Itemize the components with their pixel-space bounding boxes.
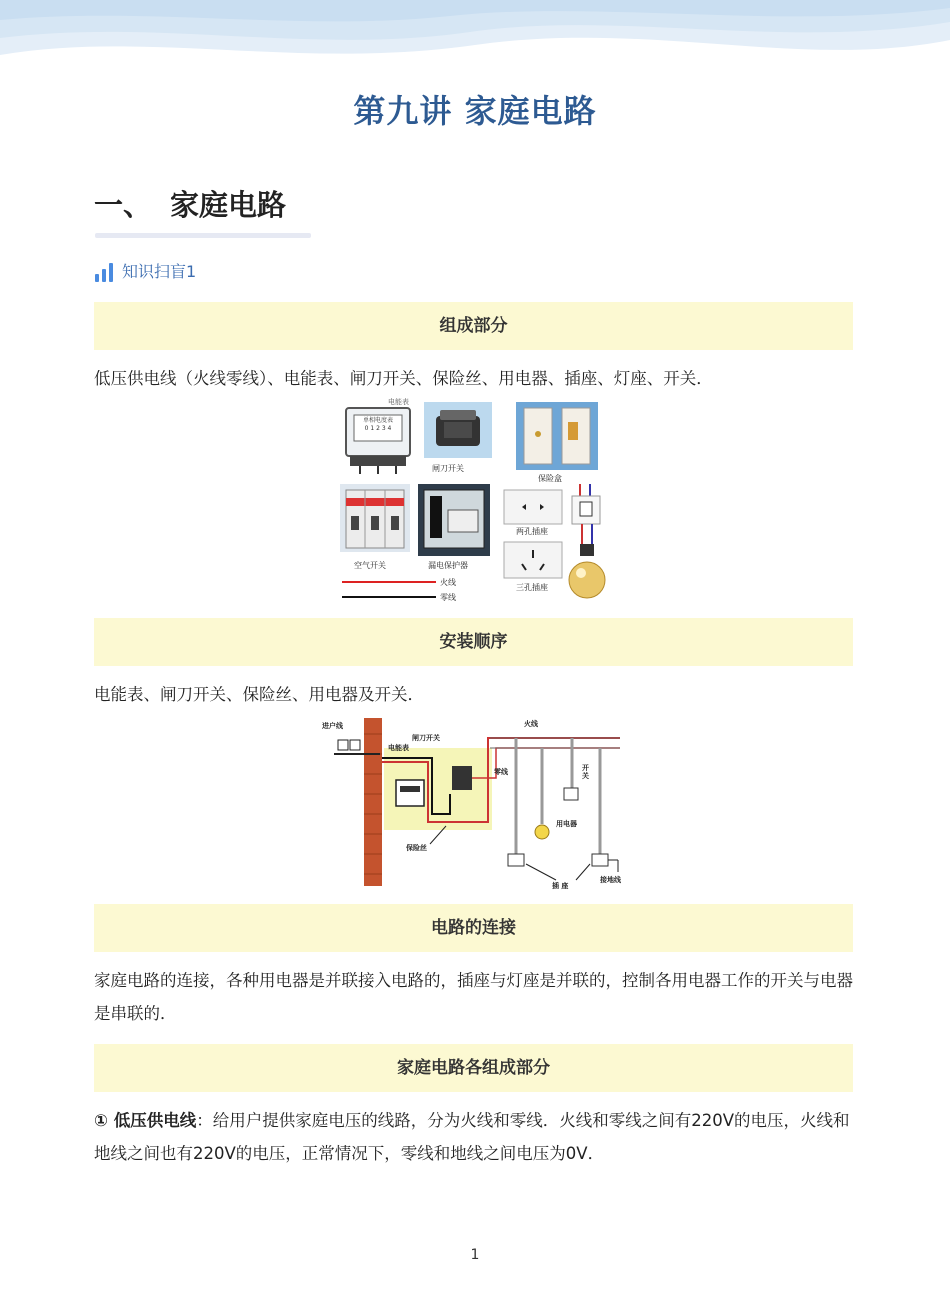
heading-bar-components: 组成部分 [94,302,853,350]
page-title: 第九讲 家庭电路 [353,92,597,130]
air-switch-caption: 空气开关 [354,561,386,570]
meter-label: 电能表 [388,744,409,752]
paragraph-components: 低压供电线（火线零线）、电能表、闸刀开关、保险丝、用电器、插座、灯座、开关． [94,369,713,388]
light-bulb-icon [569,524,605,598]
knowledge-tag [95,262,196,282]
fuse-box-icon [516,402,598,470]
socket-left [508,854,524,866]
knife-switch-box [452,766,472,790]
air-switch-icon [340,484,410,552]
meter-digits: 0 1 2 3 4 [364,425,392,432]
wiring-diagram-figure [320,714,630,890]
socket-right [592,854,608,866]
parts-lead: ① 低压供电线 [94,1111,197,1130]
paragraph-parts [94,1104,854,1170]
section-heading [94,183,286,224]
switch-label-2: 关 [582,772,589,780]
brick-wall [364,718,382,886]
section-number: 一、 [94,188,153,222]
meter-box [396,780,424,806]
meter-caption: 电能表 [388,398,409,406]
meter-face-label: 单相电度表 [362,417,394,424]
section-title: 家庭电路 [170,188,287,222]
knowledge-label: 知识扫盲1 [122,262,197,281]
live-wire-label: 火线 [524,720,538,728]
switch-box [564,788,578,800]
live-wire-legend-label: 火线 [440,578,456,587]
section-underline [95,233,311,238]
fuse-label: 保险丝 [406,844,427,852]
fuse-box-caption: 保险盒 [538,474,562,483]
knife-switch-icon [424,402,492,458]
three-hole-socket-icon [504,542,562,578]
heading-bar-parts: 家庭电路各组成部分 [94,1044,853,1092]
switch-label-1: 开 [582,764,589,772]
neutral-wire-label: 零线 [494,768,508,776]
two-hole-socket-caption: 两孔插座 [516,527,548,536]
heading-bar-installation: 安装顺序 [94,618,853,666]
knife-switch-label: 闸刀开关 [412,734,440,742]
paragraph-installation: 电能表、闸刀开关、保险丝、用电器及开关． [94,685,424,704]
signal-bars-icon [95,263,113,282]
knife-switch-caption: 闸刀开关 [432,464,464,473]
two-hole-socket-icon [504,490,562,524]
paragraph-connection: 家庭电路的连接，各种用电器是并联接入电路的，插座与灯座是并联的，控制各用电器工作的开关与电器是串联的． [94,971,853,1023]
header-wave-decoration [0,0,950,75]
wall-switch-icon [572,484,600,524]
leakage-protector-caption: 漏电保护器 [428,561,468,570]
neutral-wire-legend-label: 零线 [440,593,456,602]
page-number: 1 [470,1247,480,1263]
three-hole-socket-caption: 三孔插座 [516,583,548,592]
appliance-label: 用电器 [556,820,577,828]
incoming-line-label: 进户线 [322,722,343,730]
components-figure [336,398,616,608]
heading-bar-connection: 电路的连接 [94,904,853,952]
leakage-protector-icon [418,484,490,556]
parts-text: ：给用户提供家庭电压的线路，分为火线和零线．火线和零线之间有220V的电压，火线和地线之间也有220V的电压，正常情况下，零线和地线之间电压为0V． [94,1111,850,1163]
ground-label: 接地线 [600,876,621,884]
socket-label: 插 座 [552,882,569,890]
bulb-icon [535,825,549,839]
